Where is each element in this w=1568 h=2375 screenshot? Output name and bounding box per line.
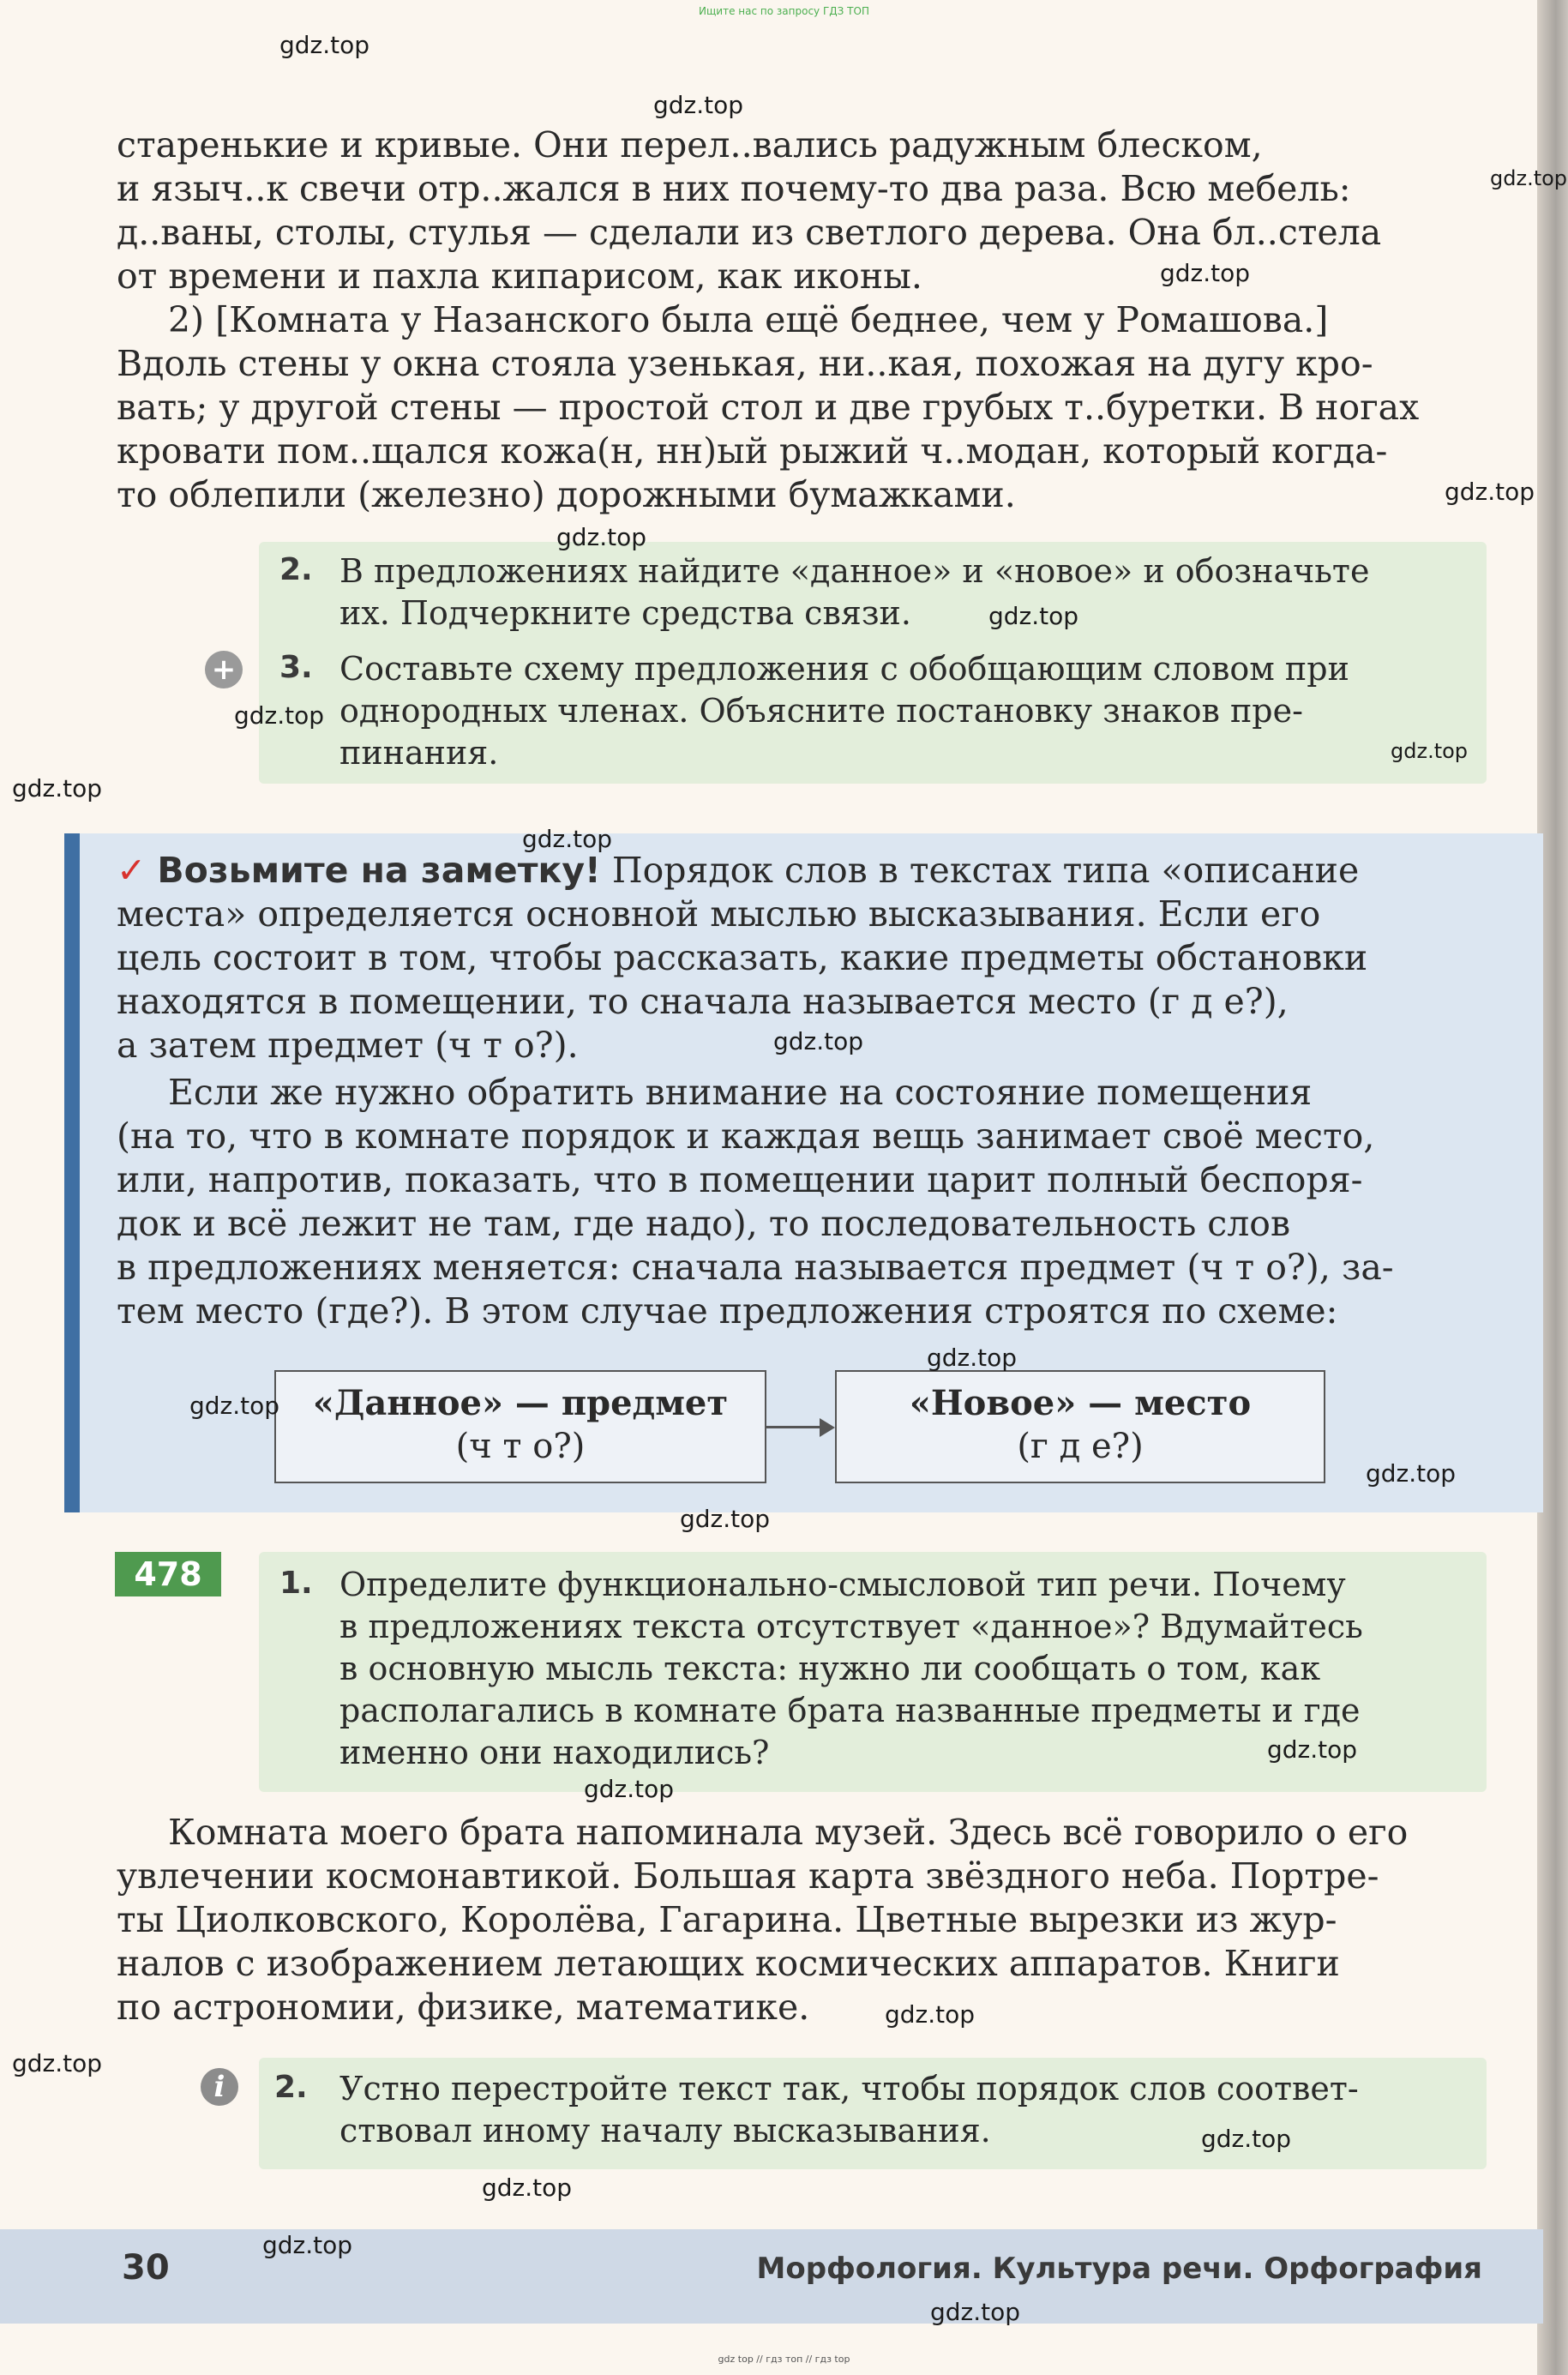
scheme-given-label: «Данное» — предмет bbox=[312, 1383, 729, 1423]
text-line: по астрономии, физике, математике. bbox=[117, 1987, 810, 2028]
text-line: места» определяется основной мыслью высказывания. Если его bbox=[117, 893, 1321, 935]
watermark: gdz.top bbox=[279, 31, 370, 59]
watermark: gdz.top bbox=[1366, 1459, 1457, 1488]
text-line: налов с изображением летающих космических аппаратов. Книги bbox=[117, 1943, 1340, 1984]
watermark: gdz.top bbox=[1267, 1735, 1358, 1764]
text-line: тем место (где?). В этом случае предложения строятся по схеме: bbox=[117, 1290, 1338, 1332]
text-line: док и всё лежит не там, где надо), то последовательность слов bbox=[117, 1203, 1291, 1244]
watermark: gdz.top bbox=[1445, 478, 1535, 506]
watermark: gdz.top bbox=[262, 2231, 353, 2259]
watermark: gdz.top bbox=[1160, 259, 1251, 287]
watermark: gdz.top bbox=[12, 2049, 103, 2077]
text-2 bbox=[117, 298, 1485, 517]
text-line: вать; у другой стены — простой стол и две грубых т..буретки. В ногах bbox=[117, 387, 1420, 428]
watermark: gdz.top bbox=[653, 91, 744, 119]
watermark: gdz.top bbox=[522, 825, 613, 853]
watermark: gdz.top bbox=[680, 1505, 771, 1533]
watermark: gdz.top bbox=[930, 2298, 1021, 2326]
task-line: В предложениях найдите «данное» и «новое» и обозначьте bbox=[339, 552, 1370, 590]
scheme-new-label: «Новое» — место bbox=[909, 1383, 1252, 1423]
text-line: (на то, что в комнате порядок и каждая вещь занимает своё место, bbox=[117, 1115, 1375, 1157]
text-line: от времени и пахла кипарисом, как иконы. bbox=[117, 256, 922, 297]
text-line: а затем предмет (ч т о?). bbox=[117, 1025, 579, 1066]
text-line: и языч..к свечи отр..жался в них почему-то два раза. Всю мебель: bbox=[117, 168, 1351, 209]
note-accent-bar bbox=[64, 833, 80, 1512]
scheme-new-question: (г д е?) bbox=[1017, 1427, 1144, 1466]
text-line: в предложениях меняется: сначала называется предмет (ч т о?), за- bbox=[117, 1247, 1394, 1288]
check-icon: ✓ bbox=[117, 850, 147, 891]
task-line: именно они находились? bbox=[339, 1734, 770, 1771]
watermark: gdz.top bbox=[1201, 2125, 1292, 2153]
text-line: кровати пом..щался кожа(н, нн)ый рыжий ч..модан, который когда- bbox=[117, 430, 1388, 472]
arrow-right-icon bbox=[820, 1418, 835, 1437]
task-3-text bbox=[339, 648, 1469, 774]
task-line: их. Подчеркните средства связи. bbox=[339, 594, 911, 632]
watermark: gdz.top bbox=[988, 602, 1079, 630]
text-line: ты Циолковского, Королёва, Гагарина. Цветные вырезки из жур- bbox=[117, 1899, 1337, 1940]
text-1 bbox=[117, 123, 1485, 298]
watermark: gdz.top bbox=[1391, 739, 1469, 763]
task-line: в основную мысль текста: нужно ли сообщать о том, как bbox=[339, 1650, 1321, 1687]
task-line: ствовал иному началу высказывания. bbox=[339, 2112, 991, 2150]
note-title: Возьмите на заметку! bbox=[157, 850, 601, 891]
watermark: gdz.top bbox=[584, 1775, 675, 1803]
exercise-task-2-number: 2. bbox=[274, 2070, 308, 2105]
text-line: Если же нужно обратить внимание на состояние помещения bbox=[168, 1072, 1313, 1113]
watermark: gdz.top bbox=[885, 2000, 976, 2029]
text-line: то облепили (железно) дорожными бумажками. bbox=[117, 474, 1016, 515]
text-line: Вдоль стены у окна стояла узенькая, ни..кая, похожая на дугу кро- bbox=[117, 343, 1373, 384]
task-2-text bbox=[339, 550, 1466, 634]
note-first-line bbox=[117, 849, 1485, 893]
plus-icon: + bbox=[205, 651, 243, 688]
task-line: в предложениях текста отсутствует «данное»? Вдумайтесь bbox=[339, 1608, 1363, 1645]
task-line: однородных членах. Объясните постановку знаков пре- bbox=[339, 692, 1303, 730]
task-line: Определите функционально-смысловой тип речи. Почему bbox=[339, 1566, 1346, 1603]
header-note: Ищите нас по запросу ГДЗ ТОП bbox=[699, 5, 869, 17]
page-number: 30 bbox=[122, 2248, 170, 2288]
scheme-box-given bbox=[274, 1370, 766, 1483]
task-line: располагались в комнате брата названные предметы и где bbox=[339, 1692, 1361, 1729]
text-line: находятся в помещении, то сначала называется место (г д е?), bbox=[117, 981, 1289, 1022]
section-title: Морфология. Культура речи. Орфография bbox=[756, 2252, 1482, 2286]
text-line: цель состоит в том, чтобы рассказать, какие предметы обстановки bbox=[117, 937, 1368, 978]
watermark: gdz.top bbox=[234, 701, 325, 730]
watermark: gdz.top bbox=[12, 774, 103, 803]
watermark: gdz.top bbox=[189, 1392, 280, 1420]
scheme-arrow bbox=[766, 1426, 823, 1428]
task-3-number: 3. bbox=[279, 650, 313, 685]
exercise-number-badge: 478 bbox=[115, 1552, 221, 1596]
watermark: gdz.top bbox=[556, 523, 647, 551]
exercise-task-1-number: 1. bbox=[279, 1566, 313, 1601]
scheme-box-new bbox=[835, 1370, 1325, 1483]
watermark: gdz.top bbox=[927, 1344, 1018, 1372]
watermark: gdz.top bbox=[482, 2174, 573, 2202]
task-2-number: 2. bbox=[279, 552, 313, 587]
task-line: Устно перестройте текст так, чтобы порядок слов соответ- bbox=[339, 2070, 1359, 2107]
task-line: Составьте схему предложения с обобщающим словом при bbox=[339, 650, 1349, 688]
text-line: д..ваны, столы, стулья — сделали из светлого дерева. Она бл..стела bbox=[117, 212, 1382, 253]
text-line: 2) [Комната у Назанского была ещё беднее, чем у Ромашова.] bbox=[168, 299, 1329, 340]
info-icon: i bbox=[201, 2068, 238, 2106]
text-line: Комната моего брата напоминала музей. Здесь всё говорило о его bbox=[168, 1812, 1409, 1853]
footer-note: gdz top // гдз топ // гдз top bbox=[718, 2354, 850, 2365]
scheme-given-question: (ч т о?) bbox=[455, 1427, 586, 1466]
note-first-line-text: Порядок слов в текстах типа «описание bbox=[611, 850, 1360, 891]
task-line: пинания. bbox=[339, 734, 499, 772]
exercise-text bbox=[117, 1811, 1485, 2029]
text-line: старенькие и кривые. Они перел..вались радужным блеском, bbox=[117, 124, 1263, 165]
text-line: или, напротив, показать, что в помещении царит полный беспоря- bbox=[117, 1159, 1363, 1200]
text-line: увлечении космонавтикой. Большая карта звёздного неба. Портре- bbox=[117, 1855, 1379, 1897]
exercise-task-2-text bbox=[339, 2068, 1466, 2152]
note-text-2 bbox=[117, 1071, 1485, 1333]
watermark: gdz.top bbox=[773, 1027, 864, 1055]
watermark: gdz.top bbox=[1490, 166, 1568, 190]
